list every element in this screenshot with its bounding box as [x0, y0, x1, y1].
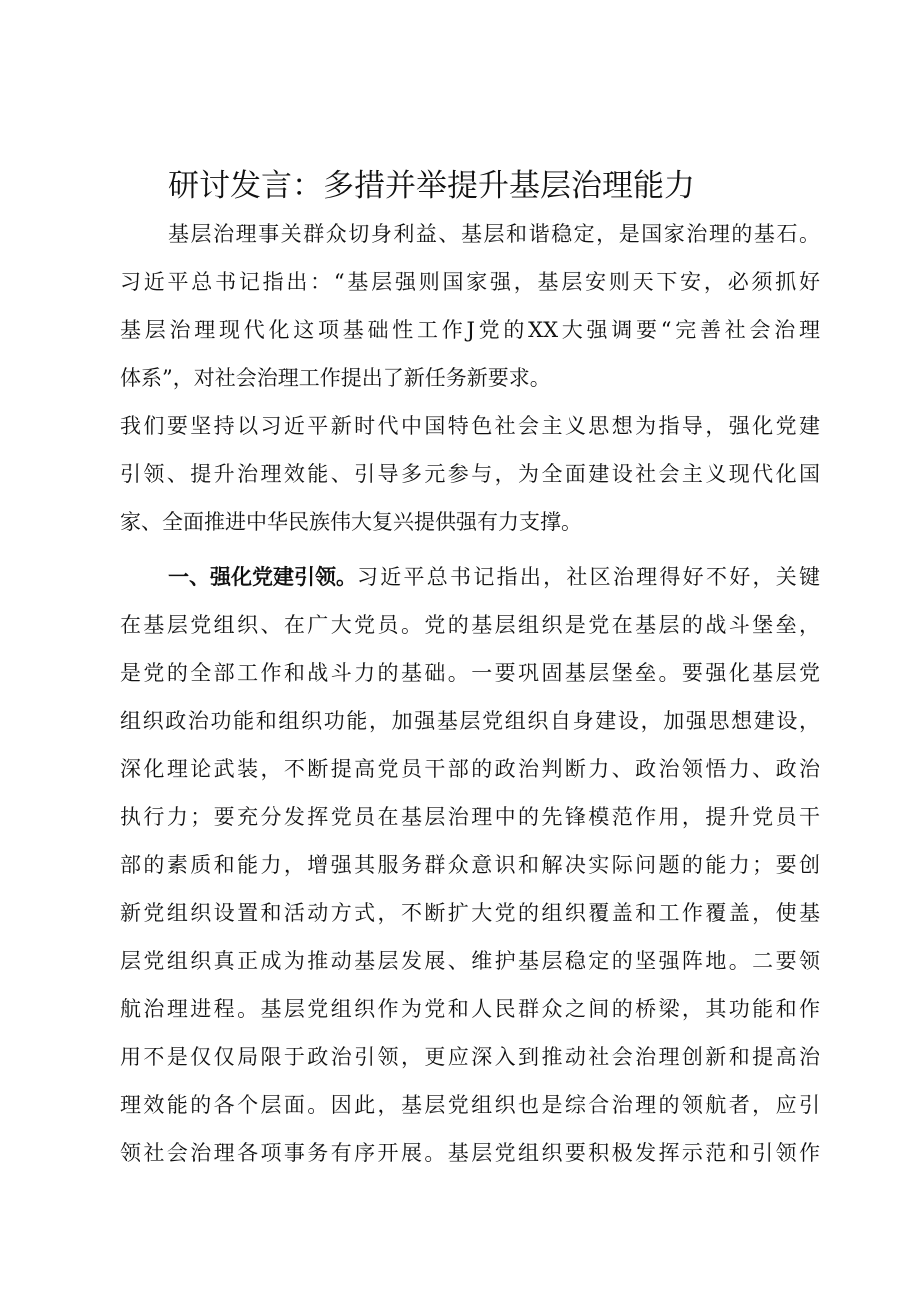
- section-1-line: 在基层党组织、在广大党员。党的基层组织是党在基层的战斗堡垒，: [120, 613, 820, 637]
- section-1-line: 用不是仅仅局限于政治引领，更应深入到推动社会治理创新和提高治: [120, 1045, 820, 1069]
- page-title: 研讨发言：多措并举提升基层治理能力: [168, 168, 695, 204]
- section-1-line: 理效能的各个层面。因此，基层党组织也是综合治理的领航者，应引: [120, 1093, 820, 1117]
- section-1-line: 深化理论武装，不断提高党员干部的政治判断力、政治领悟力、政治: [120, 757, 820, 781]
- section-1-line: 领社会治理各项事务有序开展。基层党组织要积极发挥示范和引领作: [120, 1141, 820, 1165]
- section-1-line: 执行力；要充分发挥党员在基层治理中的先锋模范作用，提升党员干: [120, 805, 820, 829]
- section-1-line: 组织政治功能和组织功能，加强基层党组织自身建设，加强思想建设，: [120, 709, 820, 733]
- section-1-line: 是党的全部工作和战斗力的基础。一要巩固基层堡垒。要强化基层党: [120, 661, 820, 685]
- paragraph-1-line: 基层治理事关群众切身利益、基层和谐稳定，是国家治理的基石。: [168, 222, 820, 246]
- section-1-first-line: [168, 561, 820, 593]
- section-1-text: 习近平总书记指出，社区治理得好不好，关键: [357, 565, 820, 589]
- paragraph-1-line: 习近平总书记指出：“基层强则国家强，基层安则天下安，必须抓好: [120, 270, 820, 294]
- section-1-heading: 一、强化党建引领。: [168, 565, 357, 589]
- section-1-line: 新党组织设置和活动方式，不断扩大党的组织覆盖和工作覆盖，使基: [120, 901, 820, 925]
- section-1-line: 层党组织真正成为推动基层发展、维护基层稳定的坚强阵地。二要领: [120, 949, 820, 973]
- paragraph-1-line: 基层治理现代化这项基础性工作J党的XX大强调要“完善社会治理: [120, 318, 820, 342]
- paragraph-2-line: 引领、提升治理效能、引导多元参与，为全面建设社会主义现代化国: [120, 462, 820, 486]
- section-1-line: 部的素质和能力，增强其服务群众意识和解决实际问题的能力；要创: [120, 853, 820, 877]
- paragraph-2-line: 我们要坚持以习近平新时代中国特色社会主义思想为指导，强化党建: [120, 414, 820, 438]
- section-1-line: 航治理进程。基层党组织作为党和人民群众之间的桥梁，其功能和作: [120, 997, 820, 1021]
- paragraph-2-line: 家、全面推进中华民族伟大复兴提供强有力支撑。: [120, 510, 582, 534]
- paragraph-1-line: 体系”，对社会治理工作提出了新任务新要求。: [120, 366, 551, 390]
